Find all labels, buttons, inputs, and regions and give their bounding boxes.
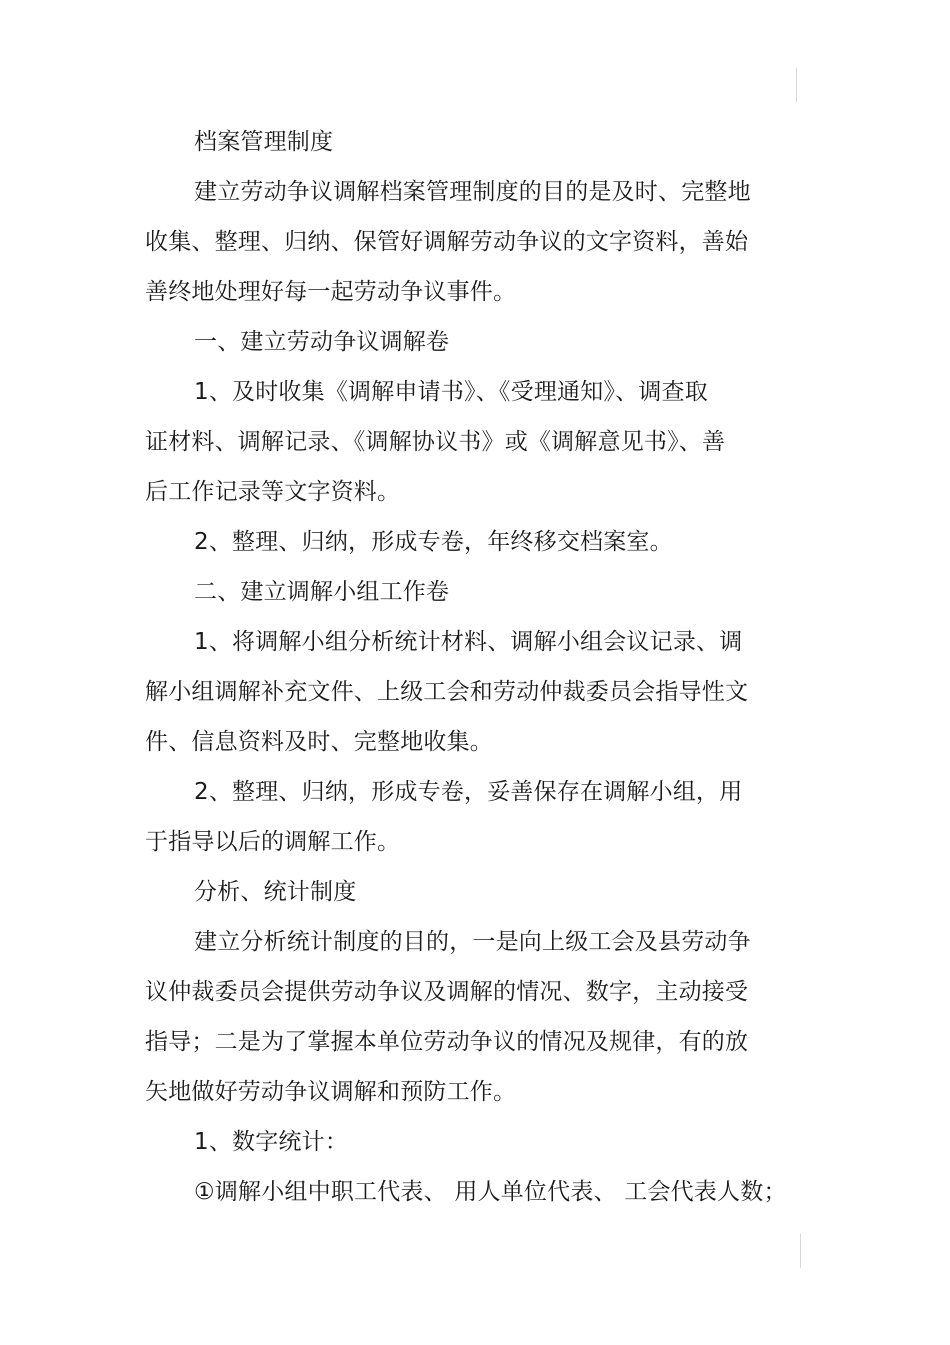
paragraph-line: 建立分析统计制度的目的，一是向上级工会及县劳动争 [194,929,751,955]
paragraph-line: 收集、整理、归纳、保管好调解劳动争议的文字资料，善始 [145,229,749,255]
subheading-working-volume: 二、建立调解小组工作卷 [194,579,450,605]
paragraph-line: 于指导以后的调解工作。 [145,829,401,855]
paragraph-line: 解小组调解补充文件、上级工会和劳动仲裁委员会指导性文 [145,679,749,705]
paragraph-line: 1、将调解小组分析统计材料、调解小组会议记录、调 [194,629,743,655]
paragraph-line: 善终地处理好每一起劳动争议事件。 [145,279,517,305]
subheading-mediation-volume: 一、建立劳动争议调解卷 [194,329,450,355]
subheading-number-statistics: 1、数字统计： [194,1129,349,1155]
paragraph-line: 矢地做好劳动争议调解和预防工作。 [145,1079,517,1105]
paragraph-line: 2、整理、归纳，形成专卷，年终移交档案室。 [194,529,673,555]
paragraph-line: 建立劳动争议调解档案管理制度的目的是及时、完整地 [194,179,751,205]
paragraph-line: 议仲裁委员会提供劳动争议及调解的情况、数字，主动接受 [145,979,749,1005]
paragraph-line: ①调解小组中职工代表、 用人单位代表、 工会代表人数； [194,1179,787,1205]
paragraph-line: 证材料、调解记录、《调解协议书》或《调解意见书》、善 [145,429,726,455]
paragraph-line: 指导；二是为了掌握本单位劳动争议的情况及规律，有的放 [145,1029,749,1055]
section-title-archive: 档案管理制度 [194,129,334,155]
section-title-statistics: 分析、统计制度 [194,879,357,905]
paragraph-line: 1、及时收集《调解申请书》、《受理通知》、调查取 [194,379,708,405]
paragraph-line: 件、信息资料及时、完整地收集。 [145,729,493,755]
paragraph-line: 后工作记录等文字资料。 [145,479,401,505]
page-edge-mark-top [796,68,797,102]
page-edge-mark-bottom [800,1234,801,1268]
paragraph-line: 2、整理、归纳，形成专卷，妥善保存在调解小组，用 [194,779,743,805]
